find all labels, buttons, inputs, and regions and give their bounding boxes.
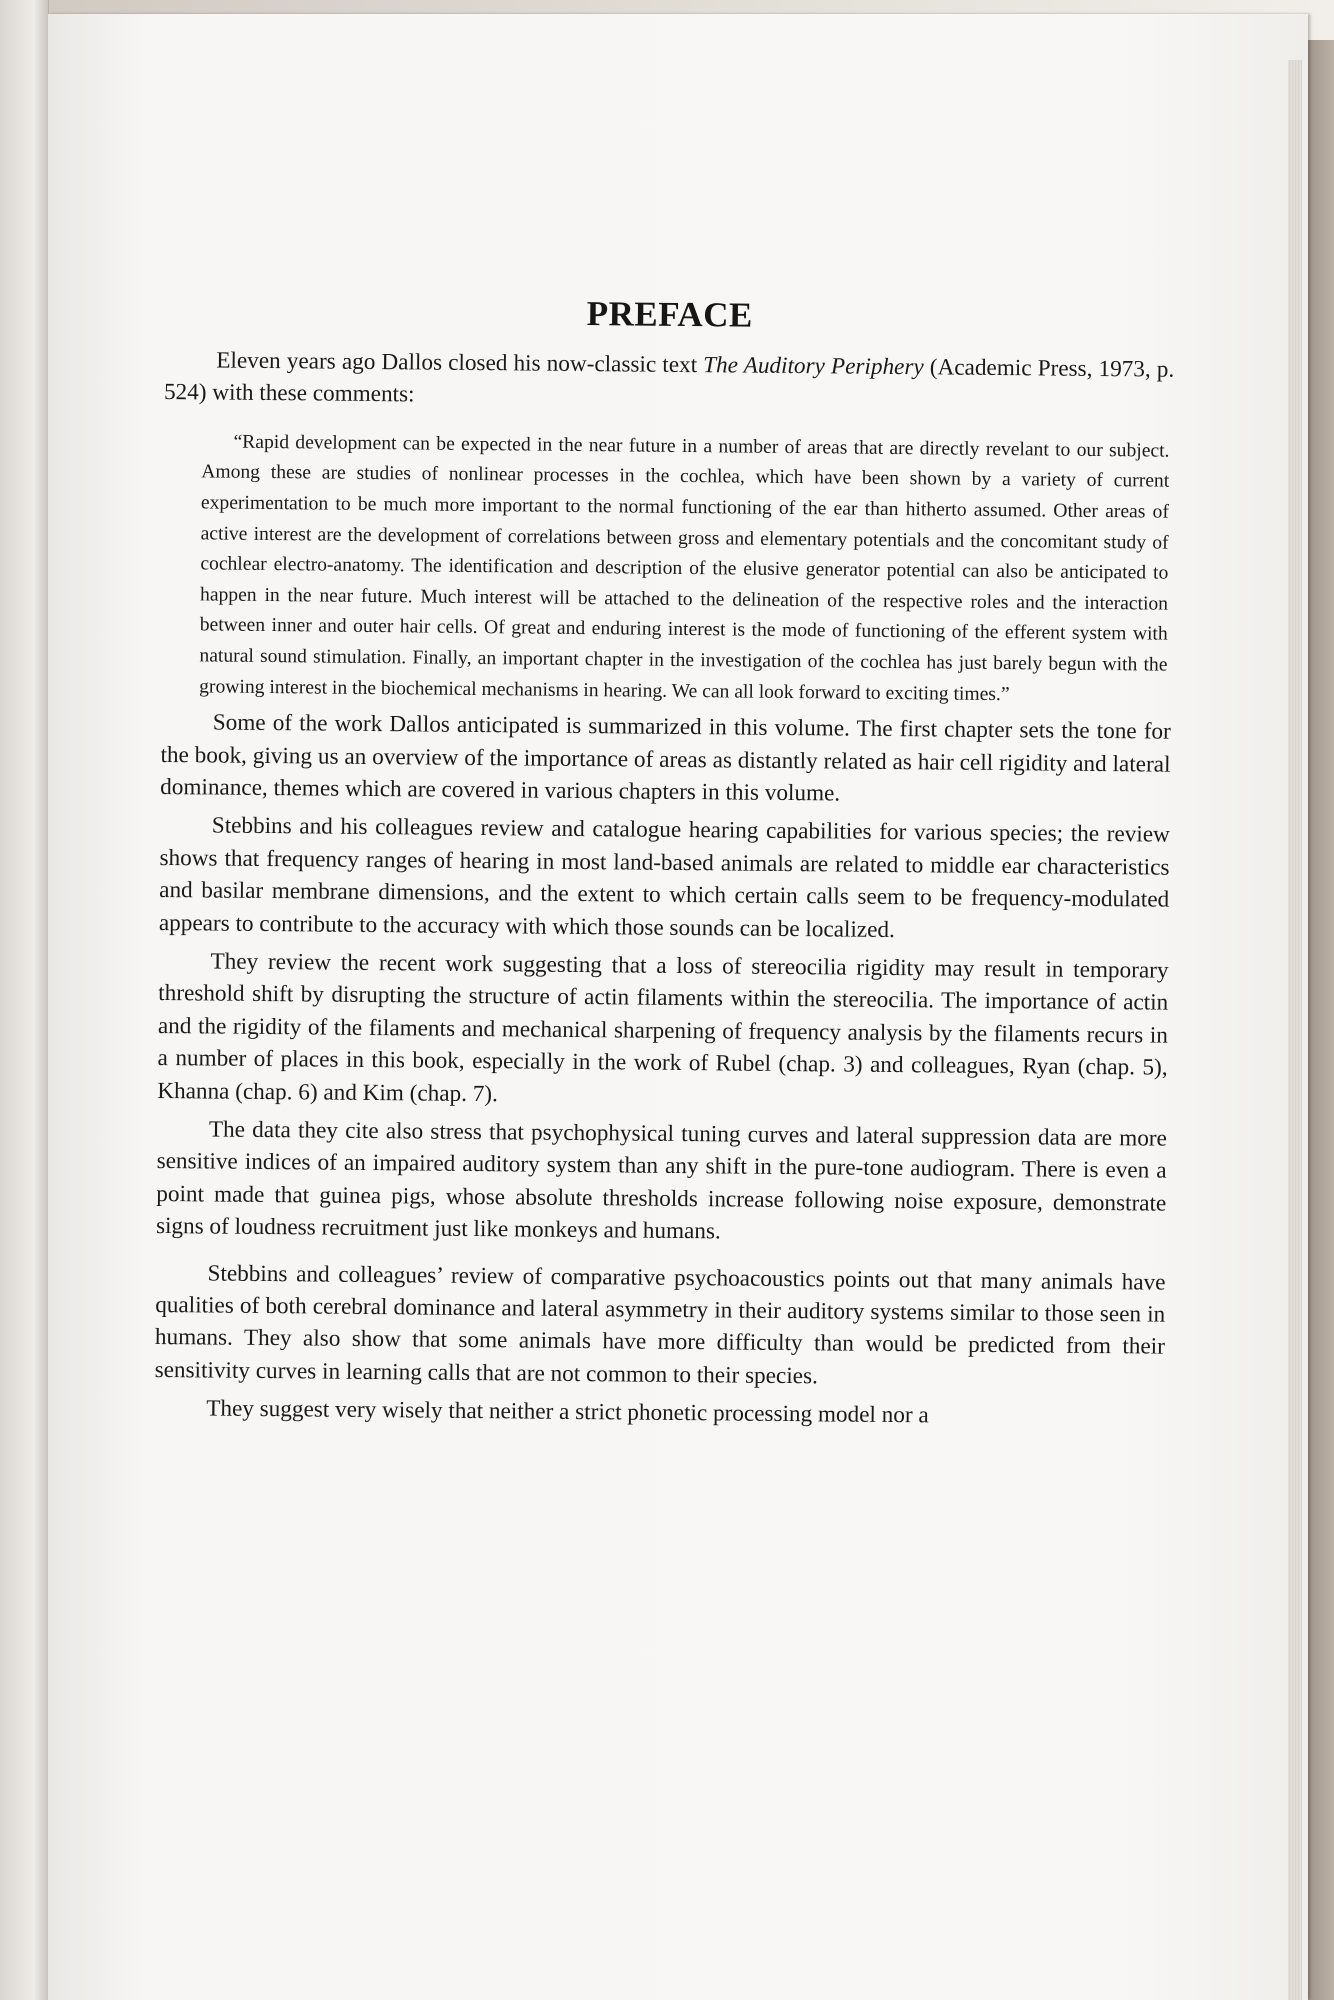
intro-paragraph	[164, 344, 1175, 419]
paragraph-2: Stebbins and his colleagues review and catalogue hearing capabilities for various species; the review shows that frequency ranges of hearing in most land-based animals are related to middle ear characteristics and basilar membrane dimensions, and the extent to which certain calls seem to be frequency-modulated appears to contribute to the accuracy with which those sounds can be localized.	[158, 812, 1170, 943]
intro-text-end: (Academic Press, 1973, p. 524) with these comments:	[163, 354, 1175, 408]
block-quote: “Rapid development can be expected in the near future in a number of areas that are directly revelant to our subject. Among these are studies of nonlinear processes in the cochlea, which have been shown by a variety of current experimentation to be much more important to the normal functioning of the ear than hitherto assumed. Other areas of active interest are the development of correlations between gross and elementary potentials and the concomitant study of cochlear electro-anatomy. The identification and description of the elusive generator potential can also be anticipated to happen in the near future. Much interest will be attached to the delineation of the respective roles and the interaction between inner and outer hair cells. Of great and enduring interest is the mode of functioning of the efferent system with natural sound stimulation. Finally, an important chapter in the investigation of the cochlea has just barely begun with the growing interest in the biochemical mechanisms in hearing. We can all look forward to exciting times.”	[199, 431, 1170, 705]
page-text	[154, 290, 1175, 1434]
paragraph-4: The data they cite also stress that psychophysical tuning curves and lateral suppression data are more sensitive indices of an impaired auditory system than any shift in the pure-tone audiogram. There is even a point made that guinea pigs, whose absolute thresholds increase following noise exposure, demonstrate signs of loudness recruitment just like monkeys and humans.	[155, 1116, 1168, 1245]
facing-page-edge	[0, 0, 49, 2000]
paragraph-5: Stebbins and colleagues’ review of comparative psychoacoustics points out that many animals have qualities of both cerebral dominance and lateral asymmetry in their auditory systems similar to those seen in humans. They also show that some animals have more difficulty than would be predicted from their sensitivity curves in learning calls that are not common to their species.	[154, 1260, 1166, 1390]
intro-text-start: Eleven years ago Dallos closed his now-classic text	[216, 347, 704, 379]
paragraph-1: Some of the work Dallos anticipated is summarized in this volume. The first chapter sets the tone for the book, giving us an overview of the importance of areas as distantly related as hair cell rigidity and lateral dominance, themes which are covered in various chapters in this volume.	[160, 709, 1171, 807]
page-stack-edge	[1288, 60, 1302, 2000]
page-title: PREFACE	[586, 294, 754, 335]
book-title: The Auditory Periphery	[703, 352, 924, 381]
paragraph-3: They review the recent work suggesting that a loss of stereocilia rigidity may result in temporary threshold shift by disrupting the structure of actin filaments within the stereocilia. The importance of actin and the rigidity of the filaments and mechanical sharpening of frequency analysis by the filaments recurs in a number of places in this book, especially in the work of Rubel (chap. 3) and colleagues, Ryan (chap. 5), Khanna (chap. 6) and Kim (chap. 7).	[157, 948, 1169, 1107]
paragraph-6: They suggest very wisely that neither a strict phonetic processing model nor a	[206, 1395, 929, 1429]
